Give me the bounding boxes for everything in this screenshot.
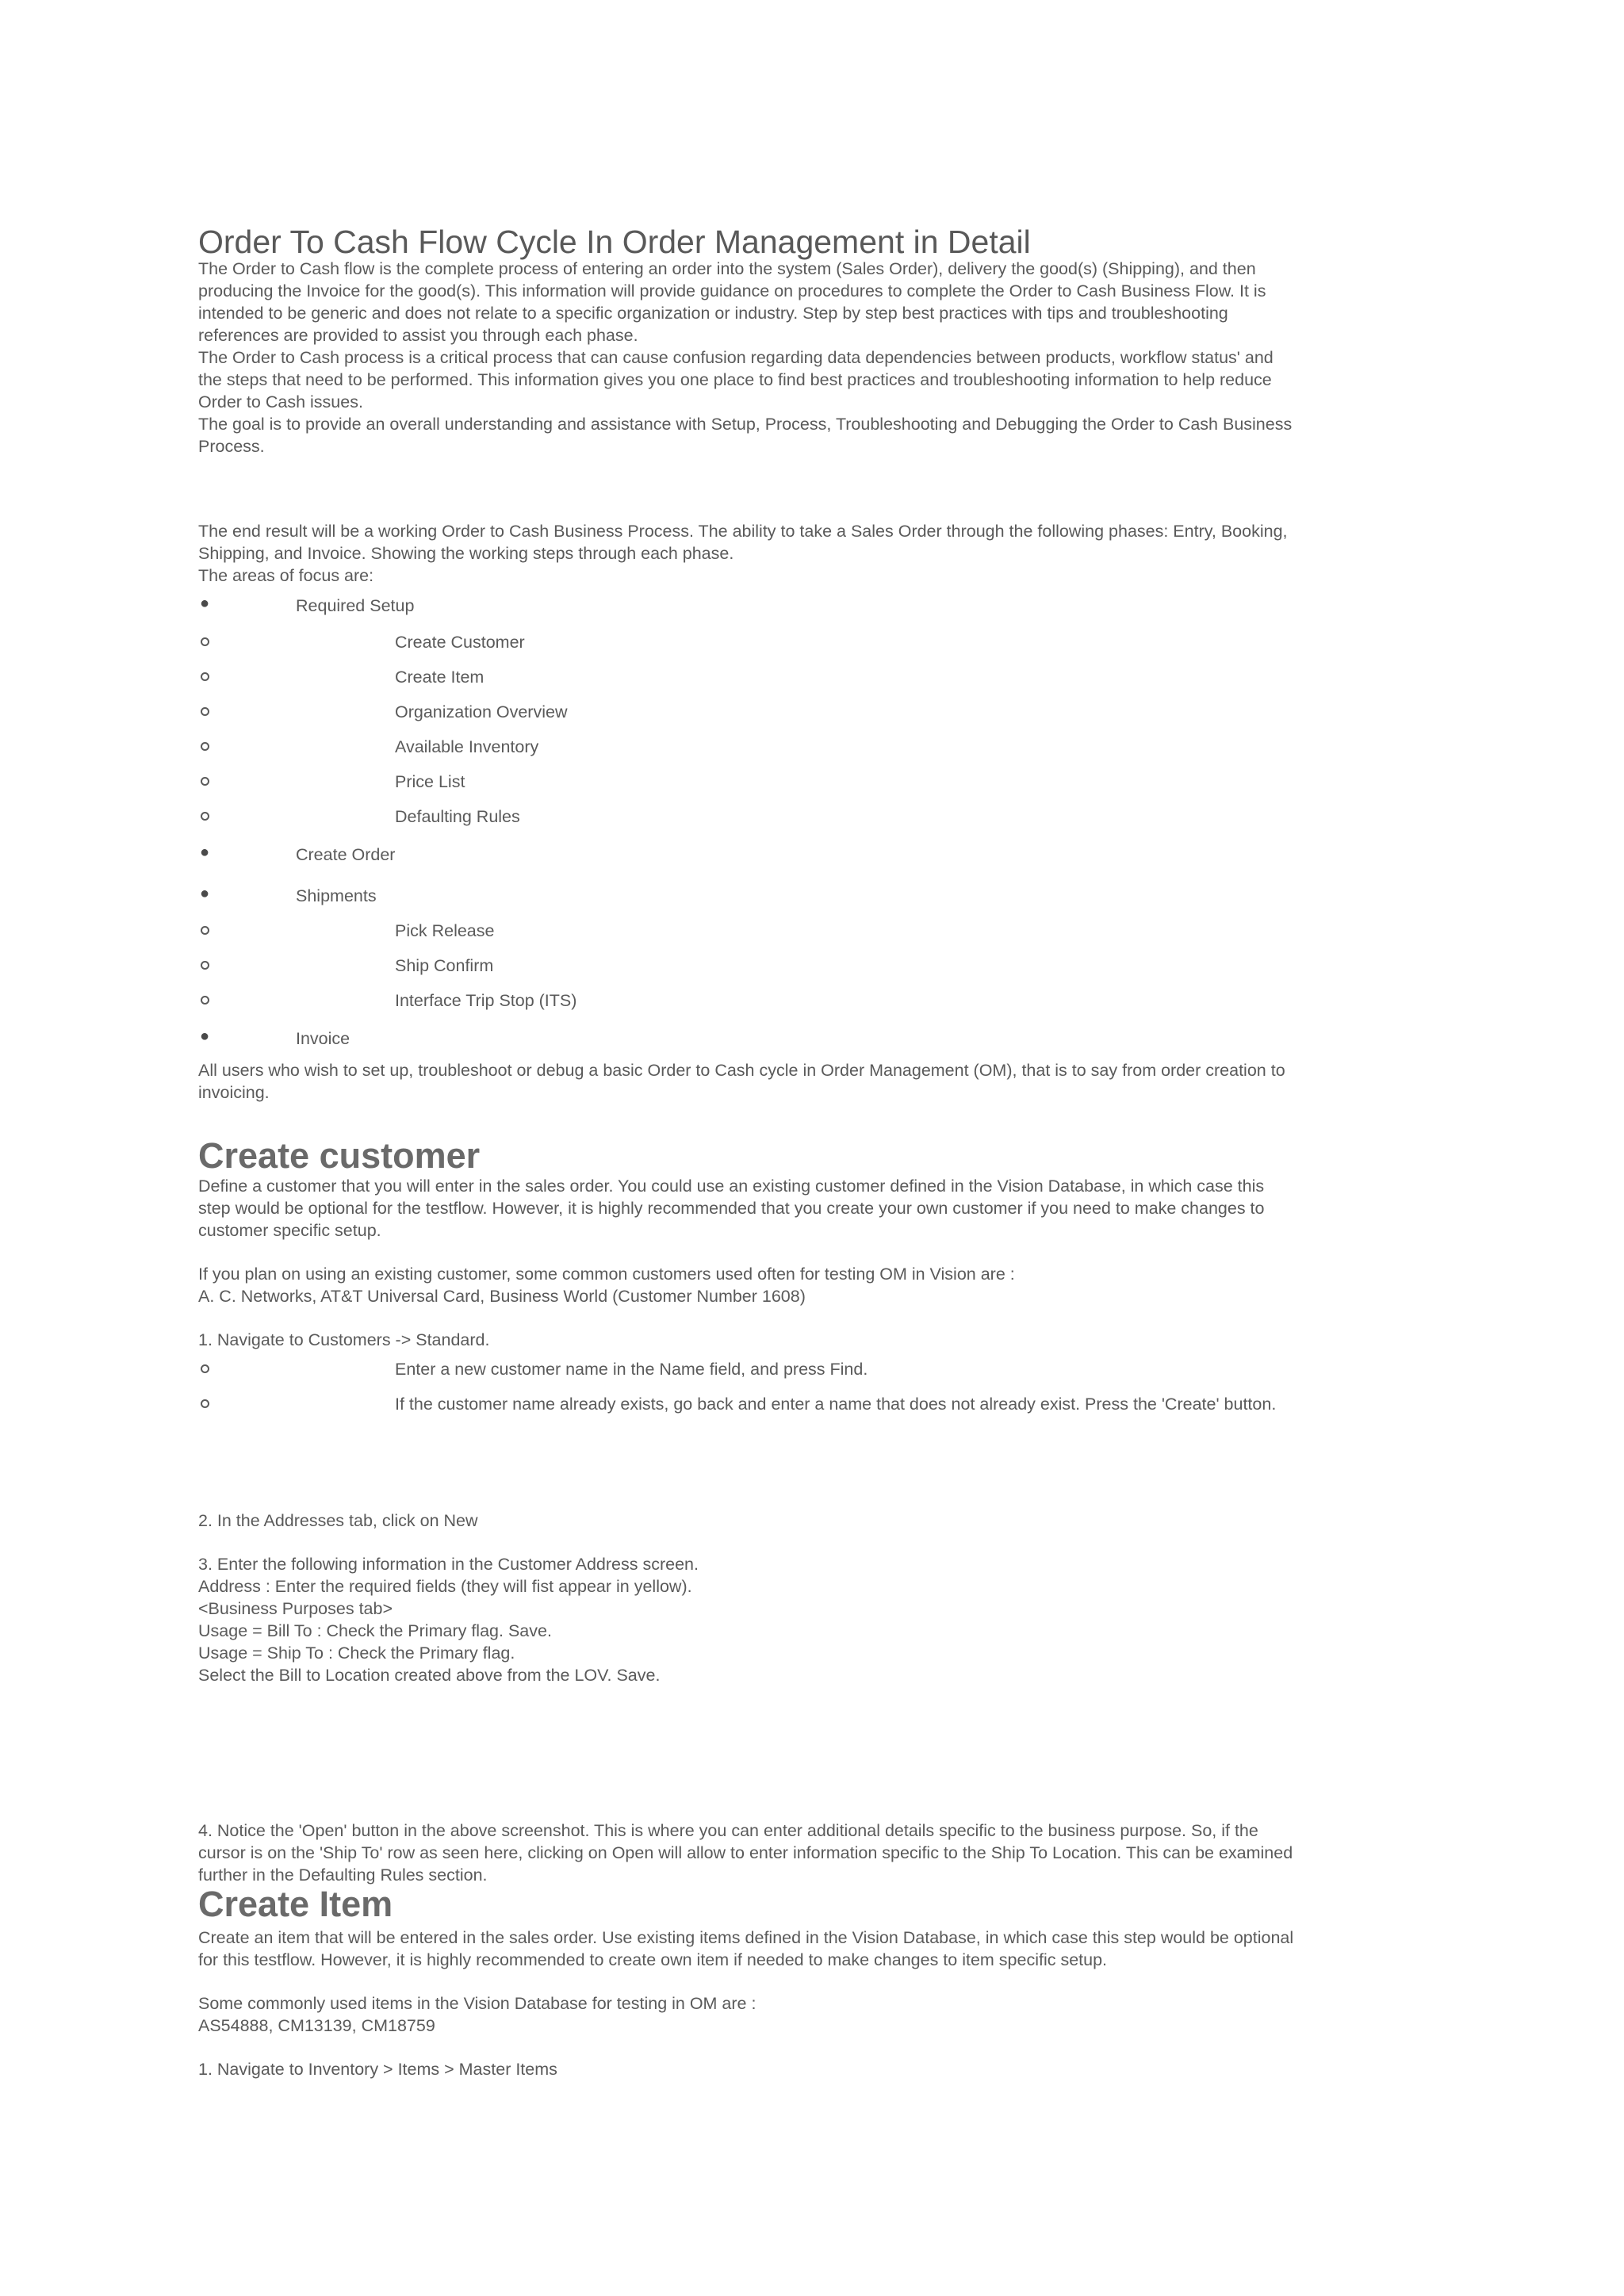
list-item: Ship Confirm xyxy=(395,956,494,975)
circle-bullet-icon xyxy=(201,1364,209,1373)
step-text: 4. Notice the 'Open' button in the above screenshot. This is where you can enter additional details specific to the business purpose. So, if the xyxy=(198,1821,1258,1840)
circle-bullet-icon xyxy=(201,777,209,786)
circle-bullet-icon xyxy=(201,961,209,970)
create-customer-heading: Create customer xyxy=(198,1135,481,1176)
list-item: Organization Overview xyxy=(395,702,568,721)
step-text: Usage = Ship To : Check the Primary flag. xyxy=(198,1644,515,1663)
audience-line: All users who wish to set up, troubleshoot or debug a basic Order to Cash cycle in Order Management (OM), that is to say from order creation to xyxy=(198,1061,1285,1080)
circle-bullet-icon xyxy=(201,742,209,751)
list-item: Invoice xyxy=(296,1029,350,1048)
intro-line: intended to be generic and does not relate to a specific organization or industry. Step by step best practices with tips and troubleshooting xyxy=(198,304,1228,323)
bullet-icon: ● xyxy=(200,844,210,861)
list-item: Shipments xyxy=(296,886,377,905)
circle-bullet-icon xyxy=(201,1399,209,1408)
list-item: Price List xyxy=(395,772,465,791)
step-text: 1. Navigate to Customers -> Standard. xyxy=(198,1330,490,1349)
step-text: <Business Purposes tab> xyxy=(198,1599,393,1618)
paragraph-line: step would be optional for the testflow. However, it is highly recommended that you create your own customer if you need to make changes to xyxy=(198,1199,1265,1218)
circle-bullet-icon xyxy=(201,812,209,821)
end-result-line: Shipping, and Invoice. Showing the working steps through each phase. xyxy=(198,544,734,563)
step-text: 3. Enter the following information in the Customer Address screen. xyxy=(198,1555,699,1574)
circle-bullet-icon xyxy=(201,707,209,716)
step-text: Select the Bill to Location created above from the LOV. Save. xyxy=(198,1666,661,1685)
end-result-line: The end result will be a working Order to Cash Business Process. The ability to take a Sales Order through the following phases: Entry, Booking, xyxy=(198,522,1288,541)
step-text: Address : Enter the required fields (they will fist appear in yellow). xyxy=(198,1577,692,1596)
paragraph-line: Define a customer that you will enter in the sales order. You could use an existing customer defined in the Vision Database, in which case this xyxy=(198,1177,1265,1196)
page-title: Order To Cash Flow Cycle In Order Management in Detail xyxy=(198,224,1031,260)
intro-line: producing the Invoice for the good(s). This information will provide guidance on procedures to complete the Order to Cash Business Flow. It is xyxy=(198,281,1266,300)
step-text: further in the Defaulting Rules section. xyxy=(198,1866,488,1885)
list-item: Create Item xyxy=(395,668,485,687)
paragraph-line: A. C. Networks, AT&T Universal Card, Business World (Customer Number 1608) xyxy=(198,1287,806,1306)
paragraph-line: Create an item that will be entered in the sales order. Use existing items defined in the Vision Database, in which case this step would be optional xyxy=(198,1928,1294,1947)
list-item: Required Setup xyxy=(296,596,415,615)
list-item: If the customer name already exists, go back and enter a name that does not already exist. Press the 'Create' button. xyxy=(395,1395,1277,1414)
paragraph-line: AS54888, CM13139, CM18759 xyxy=(198,2016,435,2035)
intro-line: the steps that need to be performed. This information gives you one place to find best practices and troubleshooting information to help reduce xyxy=(198,370,1272,389)
list-item: Enter a new customer name in the Name field, and press Find. xyxy=(395,1360,868,1379)
bullet-icon: ● xyxy=(200,1027,210,1045)
circle-bullet-icon xyxy=(201,672,209,681)
list-item: Create Customer xyxy=(395,633,525,652)
intro-line: references are provided to assist you through each phase. xyxy=(198,326,638,345)
bullet-icon: ● xyxy=(200,595,210,612)
circle-bullet-icon xyxy=(201,926,209,935)
step-text: Usage = Bill To : Check the Primary flag. Save. xyxy=(198,1621,552,1640)
list-item: Available Inventory xyxy=(395,737,539,756)
list-item: Pick Release xyxy=(395,921,495,940)
paragraph-line: If you plan on using an existing customer, some common customers used often for testing OM in Vision are : xyxy=(198,1265,1015,1284)
step-text: 2. In the Addresses tab, click on New xyxy=(198,1511,478,1530)
list-item: Create Order xyxy=(296,845,396,864)
intro-line: The goal is to provide an overall understanding and assistance with Setup, Process, Troubleshooting and Debugging the Order to Cash Business xyxy=(198,415,1293,434)
step-text: 1. Navigate to Inventory > Items > Master Items xyxy=(198,2060,557,2079)
circle-bullet-icon xyxy=(201,637,209,646)
paragraph-line: Some commonly used items in the Vision Database for testing in OM are : xyxy=(198,1994,756,2013)
paragraph-line: for this testflow. However, it is highly recommended to create own item if needed to make changes to item specific setup. xyxy=(198,1950,1108,1969)
intro-line: Process. xyxy=(198,437,265,456)
paragraph-line: customer specific setup. xyxy=(198,1221,381,1240)
bullet-icon: ● xyxy=(200,885,210,902)
intro-line: The Order to Cash flow is the complete process of entering an order into the system (Sales Order), delivery the good(s) (Shipping), and then xyxy=(198,259,1256,278)
create-item-heading: Create Item xyxy=(198,1884,393,1924)
circle-bullet-icon xyxy=(201,996,209,1004)
step-text: cursor is on the 'Ship To' row as seen here, clicking on Open will allow to enter information specific to the Ship To Location. This can be examined xyxy=(198,1843,1293,1862)
list-item: Defaulting Rules xyxy=(395,807,520,826)
end-result-line: The areas of focus are: xyxy=(198,566,374,585)
audience-line: invoicing. xyxy=(198,1083,270,1102)
list-item: Interface Trip Stop (ITS) xyxy=(395,991,577,1010)
intro-line: The Order to Cash process is a critical process that can cause confusion regarding data dependencies between products, workflow status' and xyxy=(198,348,1274,367)
intro-line: Order to Cash issues. xyxy=(198,392,363,411)
